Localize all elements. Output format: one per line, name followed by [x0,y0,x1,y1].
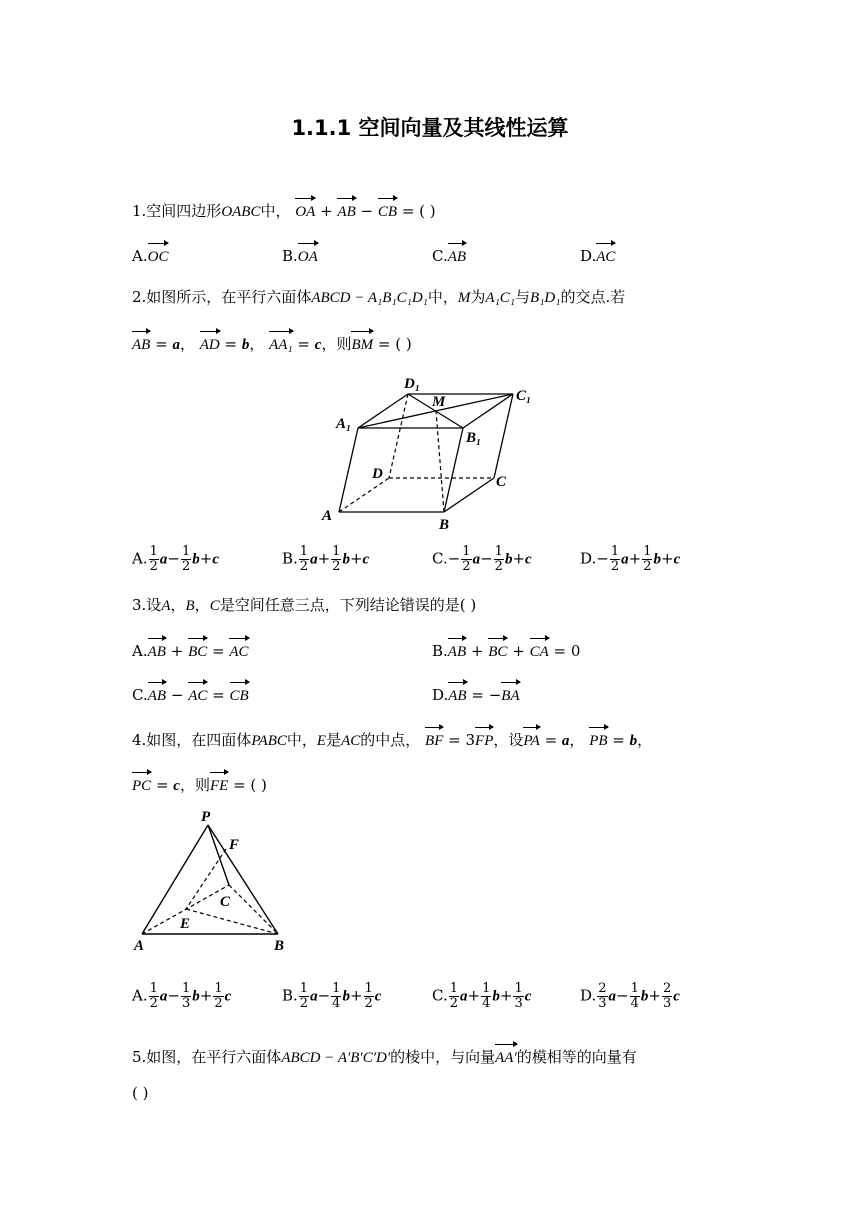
q2-solid-name: ABCD − A₁B₁C₁D₁ [311,290,428,306]
vector: BA [501,681,519,707]
question-1 [132,197,436,223]
vector: AB [148,681,166,707]
term-a: a [621,551,629,568]
term-c: c [525,551,532,568]
term-c: c [673,551,681,568]
answer-blank: = ( ) [233,776,267,794]
option-label: C. [132,686,148,704]
question-5-line-2: ( ) [132,1084,149,1102]
vector-a: a [172,337,180,353]
q2-text: 的交点.若 [560,288,626,306]
option-label: D. [580,986,597,1005]
q3-text: 3.设 [132,596,162,614]
fraction: $\frac{1}{4}$ [482,981,491,1011]
sign: − [447,549,461,568]
option-label: C. [432,986,448,1005]
q1-option-a[interactable] [132,242,168,268]
term-a: a [159,551,168,568]
option-vector: AB [448,242,466,268]
sign: + [512,549,526,568]
q4-option-d[interactable] [580,982,680,1011]
term-b: b [492,988,500,1005]
operator: = − [471,686,502,704]
operator: − [360,202,374,220]
tetrahedron-figure [128,805,298,960]
option-label: A. [132,642,148,660]
label-b: B [439,517,450,533]
sign: + [349,986,363,1005]
sign: + [648,986,661,1005]
q4-text: 4.如图，在四面体 [132,731,252,749]
label-e: E [180,916,191,932]
label-p: P [201,809,211,825]
fraction: $\frac{1}{4}$ [332,981,341,1011]
term-c: c [212,551,219,568]
operator: = [212,642,225,660]
page-title: 1.1.1 空间向量及其线性运算 [291,116,569,140]
option-label: D. [580,247,597,265]
q4-text: ，设 [493,731,524,749]
q5-text: 的模相等的向量有 [516,1048,637,1066]
vector-ab: AB [337,197,355,223]
vector-pb: PB [589,726,607,752]
fraction: $\frac{1}{2}$ [494,544,503,574]
label-b1: B₁ [466,430,482,446]
q3-option-d[interactable] [432,681,520,707]
label-m: M [432,394,446,410]
vector: AB [448,681,466,707]
term-a: a [159,988,168,1005]
option-label: C. [432,247,448,265]
point-b: B [185,598,195,614]
answer-blank: = ( ) [401,202,436,220]
option-label: B. [282,986,298,1005]
label-c: C [496,474,507,490]
fraction: $\frac{1}{3}$ [181,981,191,1011]
term-b: b [342,988,350,1005]
q2-segment-b1d1: B₁D₁ [530,290,561,306]
label-c1: C₁ [516,388,532,404]
vector: BC [488,637,507,663]
vector-aa-prime: AA′ [495,1043,517,1069]
q2-text: 与 [515,288,531,306]
option-label: A. [132,986,148,1005]
fraction: $\frac{1}{3}$ [514,981,523,1011]
term-a: a [310,988,318,1005]
q4-text: ，则 [179,776,210,794]
term-a: a [460,988,468,1005]
label-a: A [322,508,333,524]
vector-aa1: AA₁ [269,330,293,356]
fraction: $\frac{1}{4}$ [630,981,639,1011]
vector: CB [230,681,249,707]
sign: − [167,549,180,568]
q4-text: 中， [286,731,317,749]
vector-pa: PA [523,726,539,752]
fraction: $\frac{1}{2}$ [332,544,341,574]
term-c: c [374,988,382,1005]
option-label: A. [132,549,148,568]
q1-text-mid: 中， [260,202,291,220]
q1-option-d[interactable] [580,242,615,268]
option-label: C. [432,549,448,568]
q5-solid-name: ABCD − A′B′C′D′ [281,1050,391,1066]
q2-segment-a1c1: A₁C₁ [485,290,516,306]
term-c: c [224,988,232,1005]
term-b: b [342,551,350,568]
fraction: $\frac{1}{2}$ [364,981,373,1011]
vector-b: b [629,733,638,749]
option-vector: OA [298,242,318,268]
fraction: $\frac{1}{2}$ [214,981,223,1011]
question-4-line-2: PC = c，则FE = ( ) [132,771,267,797]
term-a: a [608,988,617,1005]
q2-text: ，则 [321,335,352,353]
vector: AC [229,637,248,663]
point-e: E [316,733,327,749]
point-c: C [209,598,220,614]
fraction: $\frac{1}{2}$ [449,981,458,1011]
vector-a: a [561,733,570,749]
vector-c: c [173,778,180,794]
label-d: D [372,466,383,482]
label-a1: A₁ [336,416,352,432]
q2-text: 为 [470,288,486,306]
fraction: $\frac{1}{2}$ [149,544,158,574]
q2-option-b[interactable] [282,545,369,574]
fraction: $\frac{2}{3}$ [662,981,672,1011]
fraction: $\frac{1}{2}$ [181,544,191,574]
point-a: A [161,598,171,614]
option-label: B. [432,642,448,660]
vector-ab: AB [132,330,150,356]
label-a: A [134,938,145,954]
segment-ac: AC [341,733,361,749]
vector: AB [448,637,466,663]
fraction: $\frac{1}{2}$ [643,544,652,574]
q2-text: 2.如图所示，在平行六面体 [132,288,312,306]
vector: AB [148,637,166,663]
q3-text: 是空间任意三点，下列结论错误的是( ) [219,596,477,614]
term-b: b [653,551,661,568]
fraction: $\frac{1}{2}$ [299,544,309,574]
fraction: $\frac{2}{3}$ [598,981,607,1011]
q1-option-b[interactable] [282,242,318,268]
operator: + [470,642,484,660]
q5-text: 的棱中，与向量 [390,1048,496,1066]
q2-text: 中， [427,288,458,306]
q4-solid-name: PABC [251,733,287,749]
q2-option-a[interactable] [132,545,219,574]
option-label: A. [132,247,148,265]
q4-option-c[interactable] [432,982,531,1011]
vector-fe: FE [210,771,228,797]
operator: − [170,686,184,704]
q1-quad-name: OABC [221,204,261,220]
q2-option-d[interactable] [580,545,680,574]
q2-point-m: M [457,290,471,306]
vector-bm: BM [351,330,373,356]
term-c: c [524,988,532,1005]
vector-pc: PC [132,771,151,797]
q4-option-a[interactable] [132,982,231,1011]
option-label: B. [282,247,298,265]
q2-option-c[interactable] [432,545,532,574]
fraction: $\frac{1}{2}$ [462,544,471,574]
answer-blank: = ( ) [377,335,412,353]
sign: − [616,986,629,1005]
sign: − [317,986,331,1005]
operator: = [212,686,225,704]
sign: + [499,986,513,1005]
sign: + [628,549,642,568]
sign: − [596,549,609,568]
term-b: b [192,988,200,1005]
label-c: C [220,894,231,910]
term-c: c [673,988,680,1005]
term-b: b [192,551,200,568]
q1-text: 1.空间四边形 [132,202,222,220]
question-4-line-1: 4.如图，在四面体PABC中，E是AC的中点， BF = 3FP，设PA = a， PB = b， [132,726,652,752]
question-2-line-1 [132,286,625,309]
operator: + [170,642,184,660]
q3-option-a[interactable] [132,637,249,663]
sign: + [317,549,331,568]
sign: − [167,986,180,1005]
fraction: $\frac{1}{2}$ [610,544,620,574]
vector-cb: CB [378,197,397,223]
question-5-line-1 [132,1043,637,1069]
option-vector: OC [148,242,169,268]
sign: + [467,986,481,1005]
label-b: B [274,938,285,954]
vector-fp: FP [475,726,493,752]
question-3: 3.设A，B，C是空间任意三点，下列结论错误的是( ) [132,596,477,614]
operator: + [512,642,525,660]
vector-b: b [241,337,250,353]
vector-oa: OA [295,197,315,223]
fraction: $\frac{1}{2}$ [299,981,309,1011]
vector: BC [188,637,207,663]
term-b: b [504,551,513,568]
option-label: D. [432,686,449,704]
fraction: $\frac{1}{2}$ [149,981,158,1011]
vector-c: c [314,337,322,353]
operator: + [320,202,333,220]
vector-ad: AD [200,330,220,356]
sign: + [199,549,213,568]
sign: + [199,986,213,1005]
q4-text: 的中点， [360,731,421,749]
sign: + [660,549,674,568]
vector-bf: BF [425,726,443,752]
term-b: b [640,988,649,1005]
q4-text: 是 [326,731,342,749]
operator: = 3 [448,731,476,749]
operator: = 0 [553,642,581,660]
term-c: c [362,551,370,568]
sign: − [480,549,493,568]
option-label: B. [282,549,298,568]
q5-text: 5.如图，在平行六面体 [132,1048,282,1066]
label-d1: D₁ [404,376,421,392]
parallelepiped-figure [320,370,550,535]
option-label: D. [580,549,597,568]
term-a: a [472,551,481,568]
q3-option-c[interactable] [132,681,249,707]
vector: AC [188,681,207,707]
label-f: F [229,837,240,853]
sign: + [349,549,363,568]
term-a: a [310,551,318,568]
question-2-line-2: AB = a， AD = b， AA₁ = c，则BM = ( ) [132,330,412,356]
q4-option-b[interactable] [282,982,381,1011]
vector: CA [530,637,549,663]
q3-option-b[interactable] [432,637,580,663]
option-vector: AC [596,242,615,268]
q1-option-c[interactable] [432,242,466,268]
